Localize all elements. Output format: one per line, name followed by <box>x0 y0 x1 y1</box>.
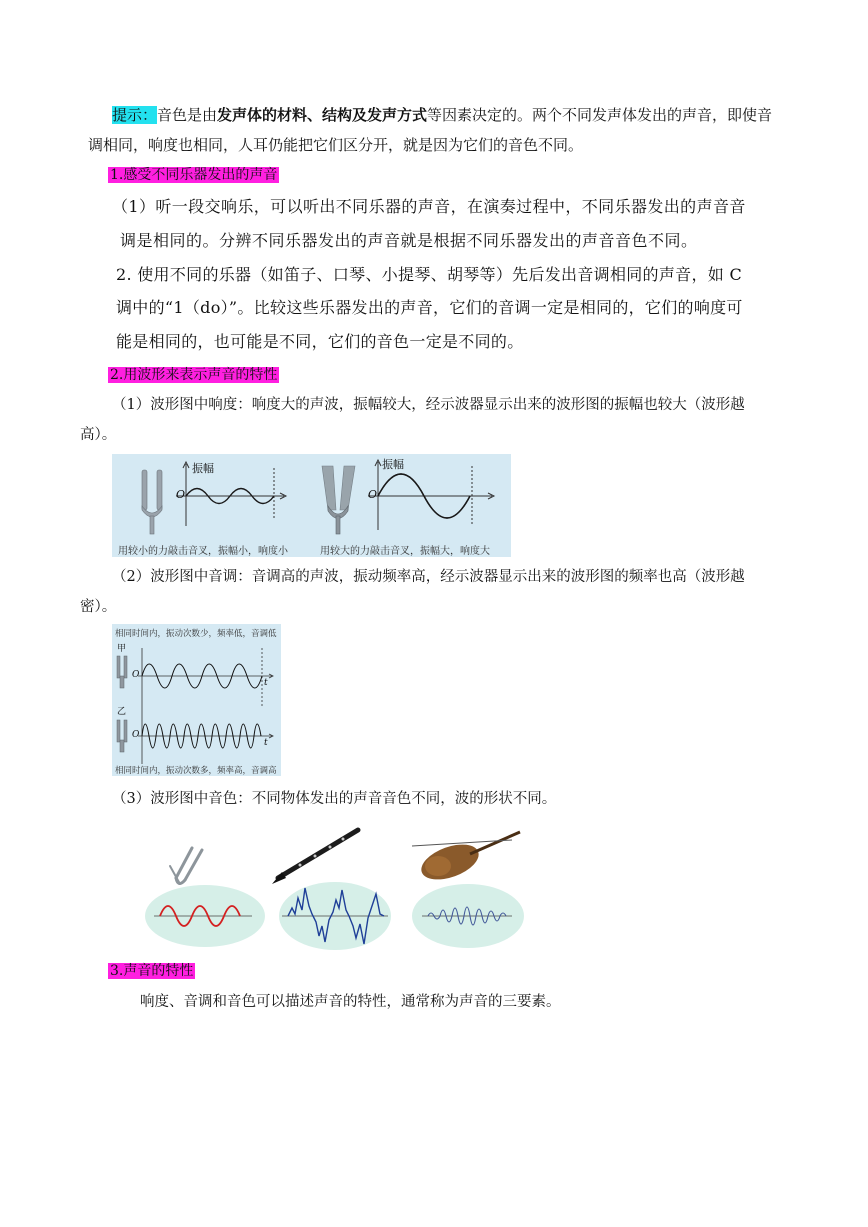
tuning-fork-yi-icon <box>117 720 127 752</box>
sec3-p: 响度、音调和音色可以描述声音的特性，通常称为声音的三要素。 <box>140 994 561 1010</box>
timbre-figure <box>140 818 530 953</box>
fig1-caption-right: 用较大的力敲击音叉，振幅大，响度大 <box>320 546 490 557</box>
tip-line-2: 调相同，响度也相同，人耳仍能把它们区分开，就是因为它们的音色不同。 <box>88 136 584 154</box>
fig2-caption-bottom: 相同时间内，振动次数多，频率高，音调高 <box>115 766 277 776</box>
tuning-fork-blurred-icon <box>322 466 355 534</box>
violin-icon <box>412 832 520 886</box>
sec1-p1-l1: （1）听一段交响乐，可以听出不同乐器的声音，在演奏过程中，不同乐器发出的声音音 <box>112 197 746 216</box>
label-yi: 乙 <box>117 707 127 717</box>
section-3-heading: 3.声音的特性 <box>110 963 194 979</box>
label-jia: 甲 <box>117 644 127 654</box>
axis-o-right: O <box>368 488 378 501</box>
axis-o-top: O <box>132 670 140 680</box>
sec2-p3: （3）波形图中音色：不同物体发出的声音音色不同，波的形状不同。 <box>112 791 557 807</box>
axis-o-left: O <box>176 488 186 501</box>
axis-t-bottom: t <box>264 738 268 748</box>
sec1-p2-l1: 2. 使用不同的乐器（如笛子、口琴、小提琴、胡琴等）先后发出音调相同的声音，如 C <box>116 265 742 284</box>
sec2-p1-l2: 高）。 <box>80 427 117 443</box>
clarinet-icon <box>272 830 358 884</box>
tip-text-1: 音色是由 <box>157 106 218 124</box>
tip-line-1 <box>112 104 772 126</box>
sec2-p2-l2: 密）。 <box>80 599 117 615</box>
sec2-p2-l1: （2）波形图中音调：音调高的声波，振动频率高，经示波器显示出来的波形图的频率也高（波形越 <box>112 569 745 585</box>
tuning-fork-icon <box>142 470 162 534</box>
section-2-heading-wrap <box>108 364 279 386</box>
tuning-fork-jia-icon <box>117 656 127 688</box>
pitch-figure <box>112 624 281 776</box>
axis-o-bottom: O <box>132 730 140 740</box>
amp-label-left: 振幅 <box>192 462 214 475</box>
section-2-heading: 2.用波形来表示声音的特性 <box>110 367 278 383</box>
fig2-caption-top: 相同时间内，振动次数少，频率低，音调低 <box>115 629 277 639</box>
sec1-p2-l3: 能是相同的，也可能是不同，它们的音色一定是不同的。 <box>116 332 524 351</box>
tip-text-2: 等因素决定的。两个不同发声体发出的声音，即使音 <box>427 106 773 124</box>
axis-t-top: t <box>264 678 268 688</box>
tuning-fork-icon <box>170 848 202 884</box>
sec2-p1-l1: （1）波形图中响度：响度大的声波，振幅较大，经示波器显示出来的波形图的振幅也较大（波形越 <box>112 397 745 413</box>
section-3-heading-wrap <box>108 960 195 982</box>
amplitude-figure <box>112 454 511 557</box>
section-1-heading-wrap <box>108 164 279 186</box>
sec1-p2-l2: 调中的“1（do）”。比较这些乐器发出的声音，它们的音调一定是相同的，它们的响度可 <box>116 298 743 317</box>
tip-label: 提示： <box>112 106 158 124</box>
amp-label-right: 振幅 <box>382 458 404 471</box>
section-1-heading: 1.感受不同乐器发出的声音 <box>110 167 278 183</box>
sec1-p1-l2: 调是相同的。分辨不同乐器发出的声音就是根据不同乐器发出的声音音色不同。 <box>120 231 698 250</box>
fig1-caption-left: 用较小的力敲击音叉，振幅小，响度小 <box>118 546 288 557</box>
tip-bold: 发声体的材料、结构及发声方式 <box>217 106 428 124</box>
